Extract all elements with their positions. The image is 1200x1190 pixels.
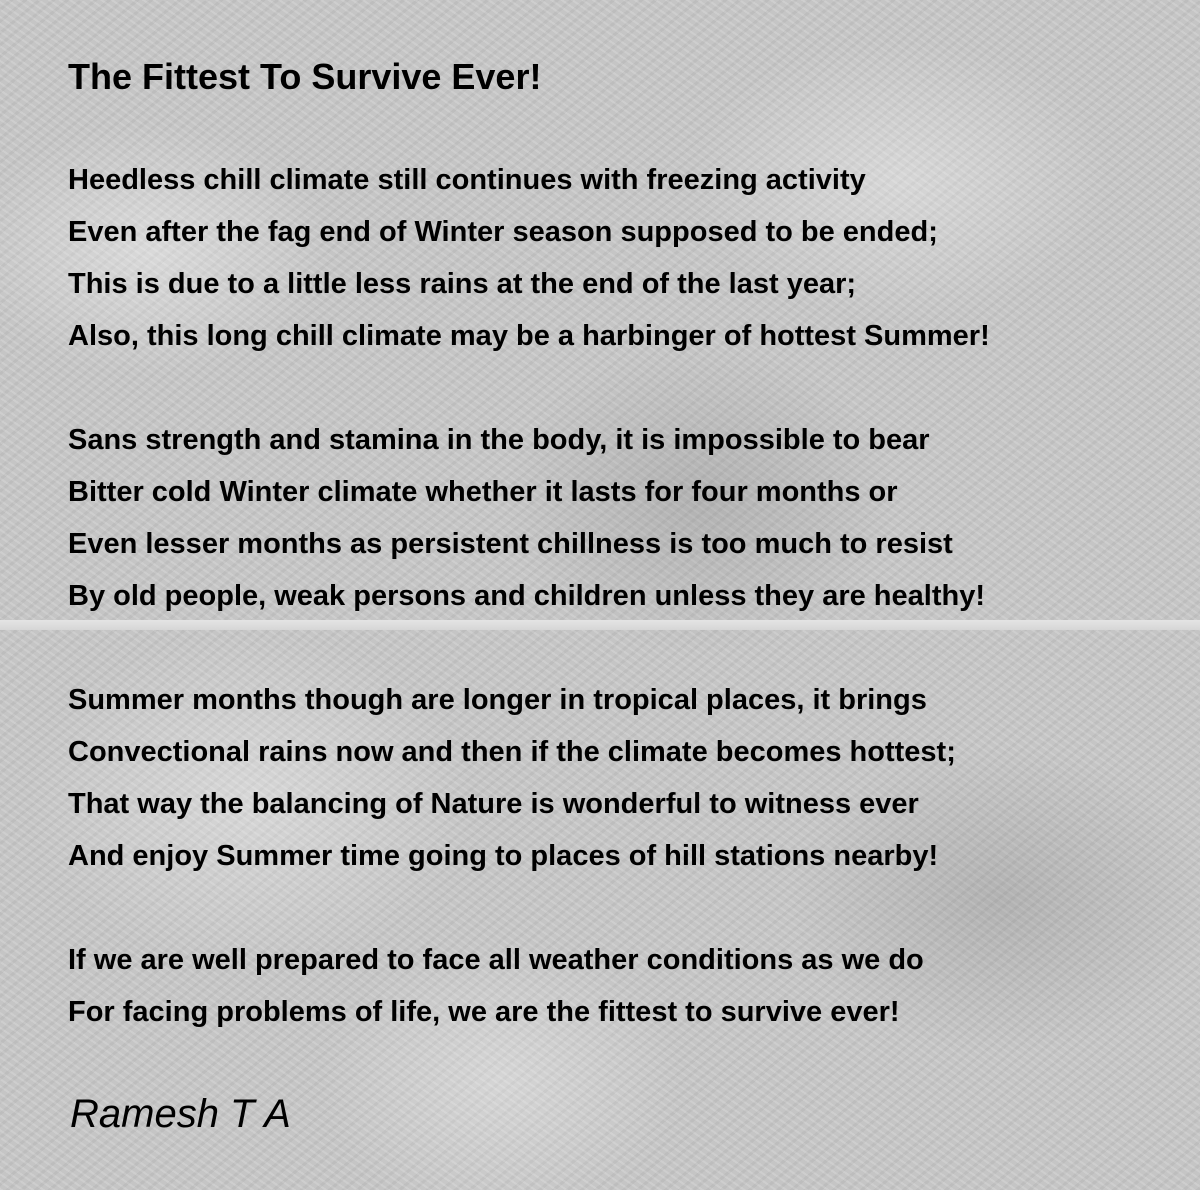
poem-line: And enjoy Summer time going to places of hill stations nearby! [68,840,939,872]
poem-line: Bitter cold Winter climate whether it lasts for four months or [68,476,898,508]
poem-line: Convectional rains now and then if the climate becomes hottest; [68,736,956,768]
stanza-1 [68,154,1168,362]
stanza-3 [68,674,1168,882]
poem-line: Summer months though are longer in tropical places, it brings [68,684,927,716]
poem-author: Ramesh T A [70,1092,291,1136]
poem-line: By old people, weak persons and children unless they are healthy! [68,580,985,612]
poem-title: The Fittest To Survive Ever! [68,56,542,97]
stanza-4 [68,934,1168,1038]
poem-stanzas [68,154,1168,1038]
poem-line: This is due to a little less rains at the end of the last year; [68,268,857,300]
poem-line: That way the balancing of Nature is wonderful to witness ever [68,788,919,820]
poem-line: Even after the fag end of Winter season supposed to be ended; [68,216,938,248]
poem-line: Heedless chill climate still continues with freezing activity [68,164,866,196]
poem-line: Even lesser months as persistent chillness is too much to resist [68,528,953,560]
poem-line: For facing problems of life, we are the fittest to survive ever! [68,996,900,1028]
poem-line: If we are well prepared to face all weather conditions as we do [68,944,924,976]
stanza-2 [68,414,1168,622]
poem-line: Also, this long chill climate may be a harbinger of hottest Summer! [68,320,990,352]
poem-line: Sans strength and stamina in the body, it is impossible to bear [68,424,930,456]
poem-body [68,52,1168,1090]
